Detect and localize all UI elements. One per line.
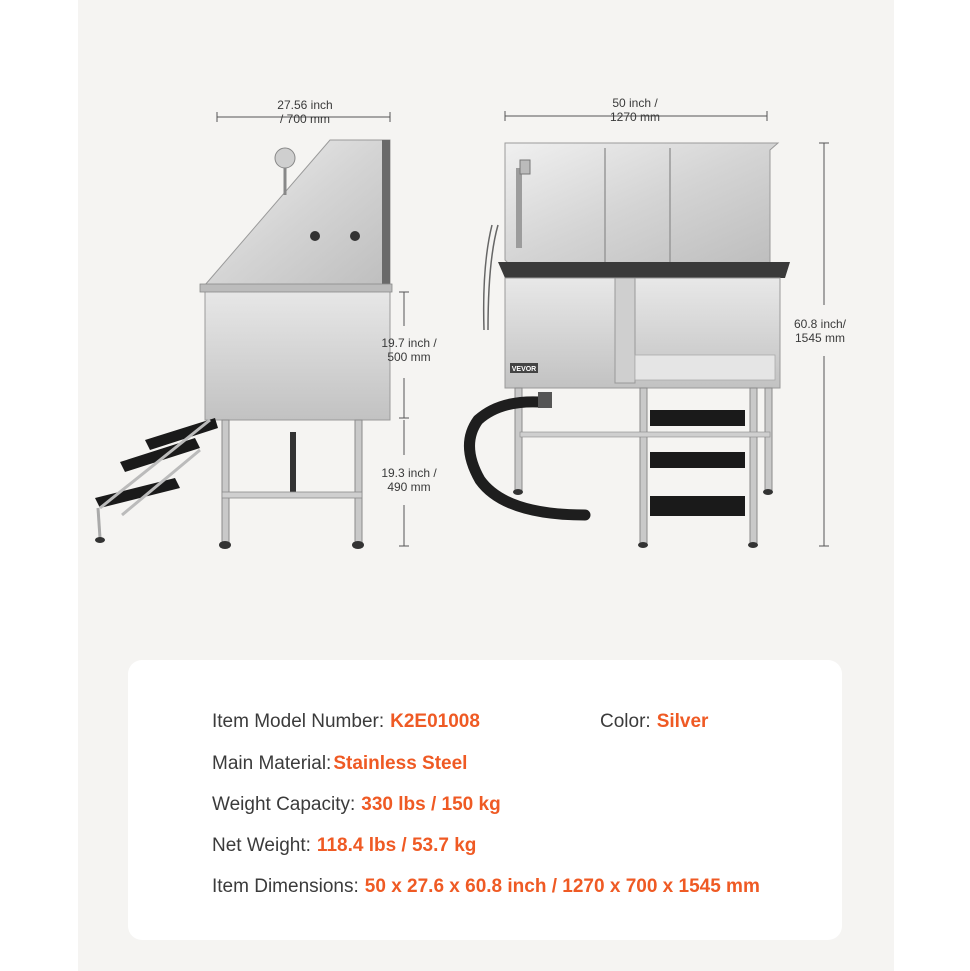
spec-dimensions-label: Item Dimensions: (212, 876, 359, 897)
spec-model (212, 711, 480, 733)
brand-badge: VEVOR (511, 366, 537, 373)
spec-model-value: K2E01008 (390, 711, 480, 732)
spec-capacity-value: 330 lbs / 150 kg (361, 794, 501, 815)
spec-material-value: Stainless Steel (333, 753, 468, 774)
side-stairs (95, 418, 218, 543)
spec-capacity-label: Weight Capacity: (212, 794, 356, 815)
front-view-tub (469, 143, 790, 548)
spec-material-label: Main Material: (212, 753, 332, 774)
spec-material (212, 753, 467, 775)
spec-color-value: Silver (656, 711, 709, 732)
spec-color (600, 711, 708, 733)
side-view-tub (95, 140, 392, 549)
spec-color-label: Color: (600, 711, 651, 732)
spec-model-label: Item Model Number: (212, 711, 385, 732)
spec-net-weight-label: Net Weight: (212, 835, 311, 856)
front-width-label: 50 inch / 1270 mm (609, 96, 661, 124)
spec-dimensions (212, 876, 760, 898)
spec-capacity (212, 794, 501, 816)
leg-height-label: 19.3 inch / 490 mm (381, 466, 437, 494)
side-width-label: 27.56 inch / 700 mm (277, 98, 333, 126)
front-stairs (650, 410, 745, 516)
spec-dimensions-value: 50 x 27.6 x 60.8 inch / 1270 x 700 x 1545 mm (364, 876, 760, 897)
specifications-card (128, 660, 842, 940)
spec-net-weight-value: 118.4 lbs / 53.7 kg (316, 835, 477, 856)
total-height-label: 60.8 inch/ 1545 mm (793, 317, 847, 345)
tub-depth-label: 19.7 inch / 500 mm (381, 336, 437, 364)
spec-net-weight (212, 835, 476, 857)
